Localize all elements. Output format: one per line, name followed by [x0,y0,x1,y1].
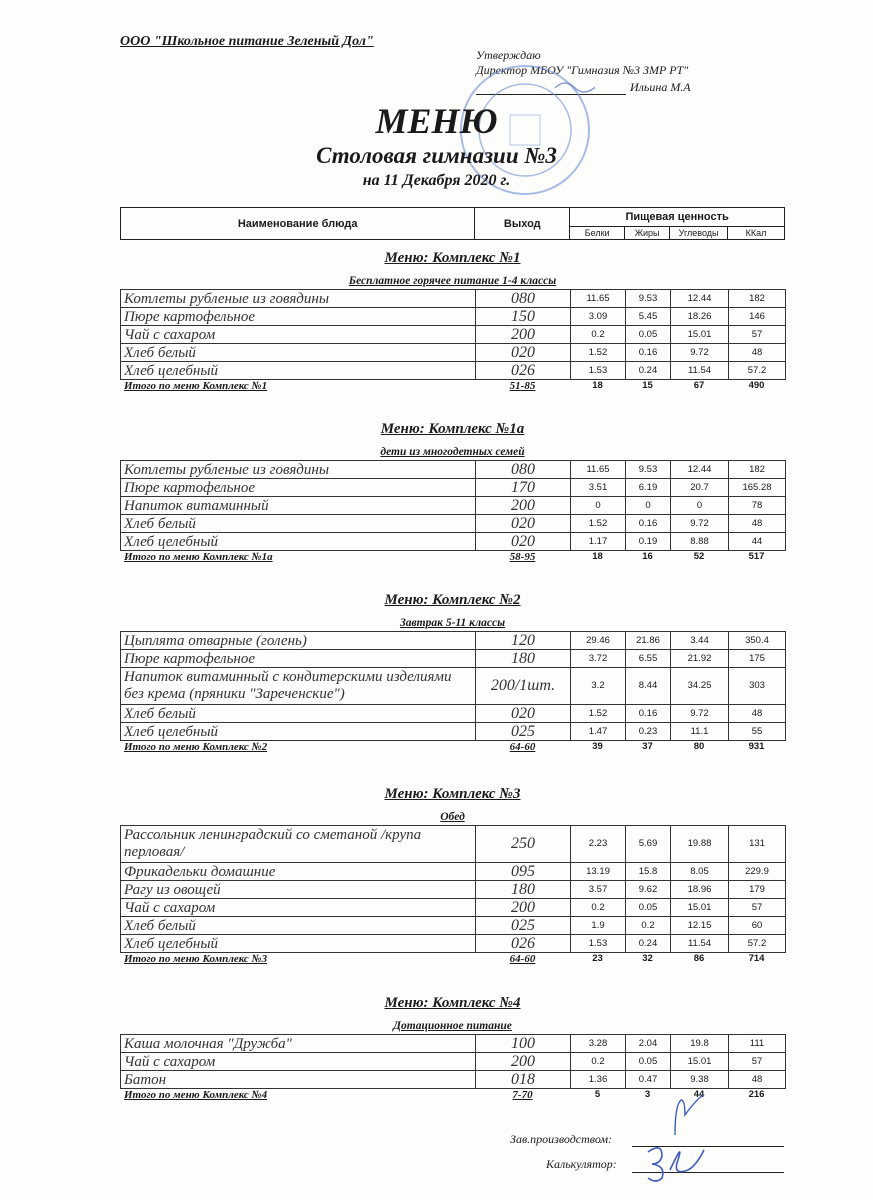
dish-output: 020 [476,705,571,723]
dish-name: Хлеб целебный [121,362,476,380]
dish-kcal: 179 [729,881,786,899]
dish-proteins: 11.65 [571,461,626,479]
dish-proteins: 1.53 [571,935,626,953]
dish-proteins: 1.36 [571,1071,626,1089]
table-row [121,308,786,326]
dish-proteins: 11.65 [571,290,626,308]
total-fats: 32 [642,953,653,964]
table-row [121,461,786,479]
dish-kcal: 57.2 [729,935,786,953]
dish-kcal: 131 [729,826,786,863]
dish-carbs: 12.44 [671,290,729,308]
total-price: 58-95 [509,551,536,563]
dish-carbs: 15.01 [671,899,729,917]
dish-proteins: 3.09 [571,308,626,326]
dish-output: 025 [476,723,571,741]
dish-kcal: 175 [729,650,786,668]
organization-name: ООО "Школьное питание Зеленый Дол" [120,34,374,49]
column-name-header: Наименование блюда [121,208,475,240]
dish-fats: 0.05 [626,899,671,917]
table-row [121,935,786,953]
dish-fats: 0.47 [626,1071,671,1089]
total-carbs: 52 [693,551,705,562]
dish-kcal: 182 [729,461,786,479]
dish-table [120,289,786,380]
dish-fats: 0.05 [626,1053,671,1071]
total-row [120,741,785,757]
dish-output: 200 [476,1053,571,1071]
dish-output: 025 [476,917,571,935]
dish-name: Рассольник ленинградский со сметаной /крупа перловая/ [121,826,476,863]
dish-proteins: 0 [571,497,626,515]
dish-kcal: 57 [729,899,786,917]
dish-carbs: 34.25 [671,668,729,705]
total-price: 7-70 [512,1089,533,1101]
dish-fats: 0.16 [626,705,671,723]
dish-proteins: 1.47 [571,723,626,741]
dish-proteins: 1.52 [571,705,626,723]
dish-output: 180 [476,650,571,668]
total-price: 51-85 [509,380,536,392]
dish-kcal: 182 [729,290,786,308]
dish-carbs: 12.44 [671,461,729,479]
production-head-label: Зав.производством: [510,1132,613,1146]
approve-label: Утверждаю [476,48,541,62]
dish-kcal: 60 [729,917,786,935]
dish-carbs: 0 [671,497,729,515]
dish-carbs: 18.26 [671,308,729,326]
column-nutrition-header: Пищевая ценность [570,208,785,227]
dish-fats: 15.8 [626,863,671,881]
section-subtitle: Дотационное питание [393,1020,512,1032]
dish-kcal: 44 [729,533,786,551]
dish-fats: 9.62 [626,881,671,899]
table-row [121,1071,786,1089]
dish-proteins: 0.2 [571,1053,626,1071]
total-proteins: 39 [592,741,603,752]
table-row [121,497,786,515]
total-price: 64-60 [509,953,536,965]
table-row [121,632,786,650]
dish-proteins: 3.28 [571,1035,626,1053]
dish-name: Хлеб целебный [121,935,476,953]
dish-name: Пюре картофельное [121,650,476,668]
table-row [121,705,786,723]
total-carbs: 80 [693,741,705,752]
dish-carbs: 11.54 [671,362,729,380]
dish-carbs: 9.72 [671,344,729,362]
document-title: МЕНЮ [375,101,498,141]
column-kcal-header: ККал [728,227,785,240]
dish-proteins: 0.2 [571,326,626,344]
dish-carbs: 20.7 [671,479,729,497]
dish-proteins: 3.2 [571,668,626,705]
total-carbs: 44 [693,1089,705,1100]
section-title: Меню: Комплекс №1а [380,421,525,437]
section-title: Меню: Комплекс №4 [384,995,521,1011]
total-kcal: 517 [748,551,765,562]
section-title: Меню: Комплекс №1 [384,250,521,266]
section-title: Меню: Комплекс №2 [384,592,521,608]
dish-proteins: 3.57 [571,881,626,899]
dish-table [120,631,786,741]
dish-name: Хлеб белый [121,515,476,533]
section-subtitle: дети из многодетных семей [380,446,525,458]
dish-output: 120 [476,632,571,650]
dish-fats: 0.24 [626,362,671,380]
column-carbs-header: Углеводы [670,227,728,240]
dish-output: 020 [476,533,571,551]
dish-name: Цыплята отварные (голень) [121,632,476,650]
dish-carbs: 9.72 [671,705,729,723]
dish-carbs: 15.01 [671,326,729,344]
dish-kcal: 165.28 [729,479,786,497]
dish-fats: 0.16 [626,344,671,362]
dish-output: 200/1шт. [476,668,571,705]
dish-output: 026 [476,362,571,380]
dish-output: 250 [476,826,571,863]
total-kcal: 490 [748,380,765,391]
dish-output: 170 [476,479,571,497]
dish-name: Чай с сахаром [121,1053,476,1071]
table-row [121,290,786,308]
dish-kcal: 57.2 [729,362,786,380]
total-label: Итого по меню Комплекс №2 [124,741,268,753]
dish-kcal: 55 [729,723,786,741]
dish-fats: 9.53 [626,290,671,308]
column-header-table [120,207,785,240]
total-price: 64-60 [509,741,536,753]
dish-output: 080 [476,461,571,479]
table-row [121,863,786,881]
dish-carbs: 8.88 [671,533,729,551]
dish-proteins: 1.9 [571,917,626,935]
column-output-header: Выход [475,208,570,240]
dish-fats: 0.24 [626,935,671,953]
table-row [121,668,786,705]
section-title: Меню: Комплекс №3 [384,786,521,802]
document-date: на 11 Декабря 2020 г. [362,172,511,189]
dish-carbs: 19.8 [671,1035,729,1053]
dish-carbs: 18.96 [671,881,729,899]
dish-output: 200 [476,497,571,515]
dish-proteins: 2.23 [571,826,626,863]
table-row [121,881,786,899]
dish-carbs: 15.01 [671,1053,729,1071]
dish-kcal: 229.9 [729,863,786,881]
dish-output: 026 [476,935,571,953]
handwritten-mark [665,1090,705,1140]
section-subtitle: Бесплатное горячее питание 1-4 классы [348,275,557,287]
dish-fats: 0.23 [626,723,671,741]
total-label: Итого по меню Комплекс №4 [124,1089,268,1101]
table-row [121,326,786,344]
dish-fats: 6.19 [626,479,671,497]
menu-section [120,592,785,757]
dish-table [120,825,786,953]
dish-proteins: 3.51 [571,479,626,497]
calculator-label: Калькулятор: [546,1157,617,1171]
dish-fats: 5.45 [626,308,671,326]
table-row [121,1053,786,1071]
dish-name: Чай с сахаром [121,326,476,344]
dish-carbs: 19.88 [671,826,729,863]
total-row [120,953,785,969]
dish-kcal: 78 [729,497,786,515]
total-proteins: 5 [594,1089,601,1100]
dish-kcal: 48 [729,705,786,723]
dish-carbs: 12.15 [671,917,729,935]
dish-fats: 2.04 [626,1035,671,1053]
total-row [120,551,785,567]
handwritten-signature [640,1140,710,1185]
dish-name: Котлеты рубленые из говядины [121,461,476,479]
column-fats-header: Жиры [625,227,670,240]
table-row [121,826,786,863]
total-carbs: 67 [693,380,705,391]
total-carbs: 86 [693,953,705,964]
total-fats: 16 [642,551,653,562]
section-subtitle: Обед [440,811,465,823]
dish-kcal: 57 [729,1053,786,1071]
director-title: Директор МБОУ "Гимназия №3 ЗМР РТ" [476,63,689,77]
dish-kcal: 57 [729,326,786,344]
dish-fats: 0.05 [626,326,671,344]
dish-fats: 0.16 [626,515,671,533]
dish-name: Рагу из овощей [121,881,476,899]
total-kcal: 216 [748,1089,765,1100]
table-row [121,479,786,497]
dish-output: 180 [476,881,571,899]
dish-name: Хлеб целебный [121,533,476,551]
dish-output: 018 [476,1071,571,1089]
dish-carbs: 9.38 [671,1071,729,1089]
total-label: Итого по меню Комплекс №1а [124,551,273,563]
dish-output: 100 [476,1035,571,1053]
dish-output: 150 [476,308,571,326]
dish-output: 020 [476,515,571,533]
dish-name: Хлеб белый [121,917,476,935]
dish-kcal: 111 [729,1035,786,1053]
table-row [121,899,786,917]
dish-fats: 21.86 [626,632,671,650]
dish-fats: 0 [626,497,671,515]
menu-section [120,995,785,1105]
director-name: Ильина М.А [630,80,691,94]
dish-name: Пюре картофельное [121,479,476,497]
dish-carbs: 11.54 [671,935,729,953]
dish-output: 095 [476,863,571,881]
dish-name: Батон [121,1071,476,1089]
dish-fats: 6.55 [626,650,671,668]
menu-section [120,421,785,567]
table-row [121,515,786,533]
dish-carbs: 8.05 [671,863,729,881]
dish-output: 080 [476,290,571,308]
table-row [121,723,786,741]
dish-kcal: 350.4 [729,632,786,650]
dish-output: 200 [476,899,571,917]
dish-proteins: 29.46 [571,632,626,650]
table-row [121,362,786,380]
dish-output: 020 [476,344,571,362]
total-proteins: 23 [592,953,603,964]
dish-name: Каша молочная "Дружба" [121,1035,476,1053]
total-fats: 37 [642,741,653,752]
dish-proteins: 1.17 [571,533,626,551]
total-label: Итого по меню Комплекс №1 [124,380,268,392]
dish-proteins: 3.72 [571,650,626,668]
dish-proteins: 13.19 [571,863,626,881]
dish-name: Напиток витаминный с кондитерскими изделиями без крема (пряники "Зареченские") [121,668,476,705]
dish-name: Чай с сахаром [121,899,476,917]
dish-name: Хлеб белый [121,344,476,362]
dish-fats: 0.19 [626,533,671,551]
dish-proteins: 0.2 [571,899,626,917]
table-row [121,1035,786,1053]
total-row [120,380,785,396]
dish-fats: 5.69 [626,826,671,863]
dish-name: Пюре картофельное [121,308,476,326]
dish-fats: 8.44 [626,668,671,705]
dish-kcal: 146 [729,308,786,326]
dish-kcal: 48 [729,515,786,533]
dish-kcal: 48 [729,1071,786,1089]
dish-kcal: 303 [729,668,786,705]
table-row [121,344,786,362]
dish-kcal: 48 [729,344,786,362]
dish-name: Хлеб белый [121,705,476,723]
menu-section [120,250,785,396]
table-row [121,650,786,668]
menu-section [120,786,785,969]
dish-fats: 0.2 [626,917,671,935]
section-subtitle: Завтрак 5-11 классы [399,617,506,629]
dish-proteins: 1.52 [571,344,626,362]
dish-name: Напиток витаминный [121,497,476,515]
dish-carbs: 21.92 [671,650,729,668]
dish-output: 200 [476,326,571,344]
table-row [121,917,786,935]
dish-name: Хлеб целебный [121,723,476,741]
dish-table [120,460,786,551]
total-kcal: 931 [748,741,765,752]
document-subtitle: Столовая гимназии №3 [316,143,557,168]
dish-carbs: 3.44 [671,632,729,650]
dish-carbs: 11.1 [671,723,729,741]
dish-table [120,1034,786,1089]
dish-carbs: 9.72 [671,515,729,533]
dish-name: Котлеты рубленые из говядины [121,290,476,308]
total-proteins: 18 [592,551,603,562]
total-kcal: 714 [748,953,765,964]
dish-name: Фрикадельки домашние [121,863,476,881]
dish-proteins: 1.53 [571,362,626,380]
dish-proteins: 1.52 [571,515,626,533]
dish-fats: 9.53 [626,461,671,479]
total-fats: 15 [642,380,653,391]
total-label: Итого по меню Комплекс №3 [124,953,268,965]
total-proteins: 18 [592,380,603,391]
column-proteins-header: Белки [570,227,625,240]
table-row [121,533,786,551]
total-fats: 3 [644,1089,651,1100]
